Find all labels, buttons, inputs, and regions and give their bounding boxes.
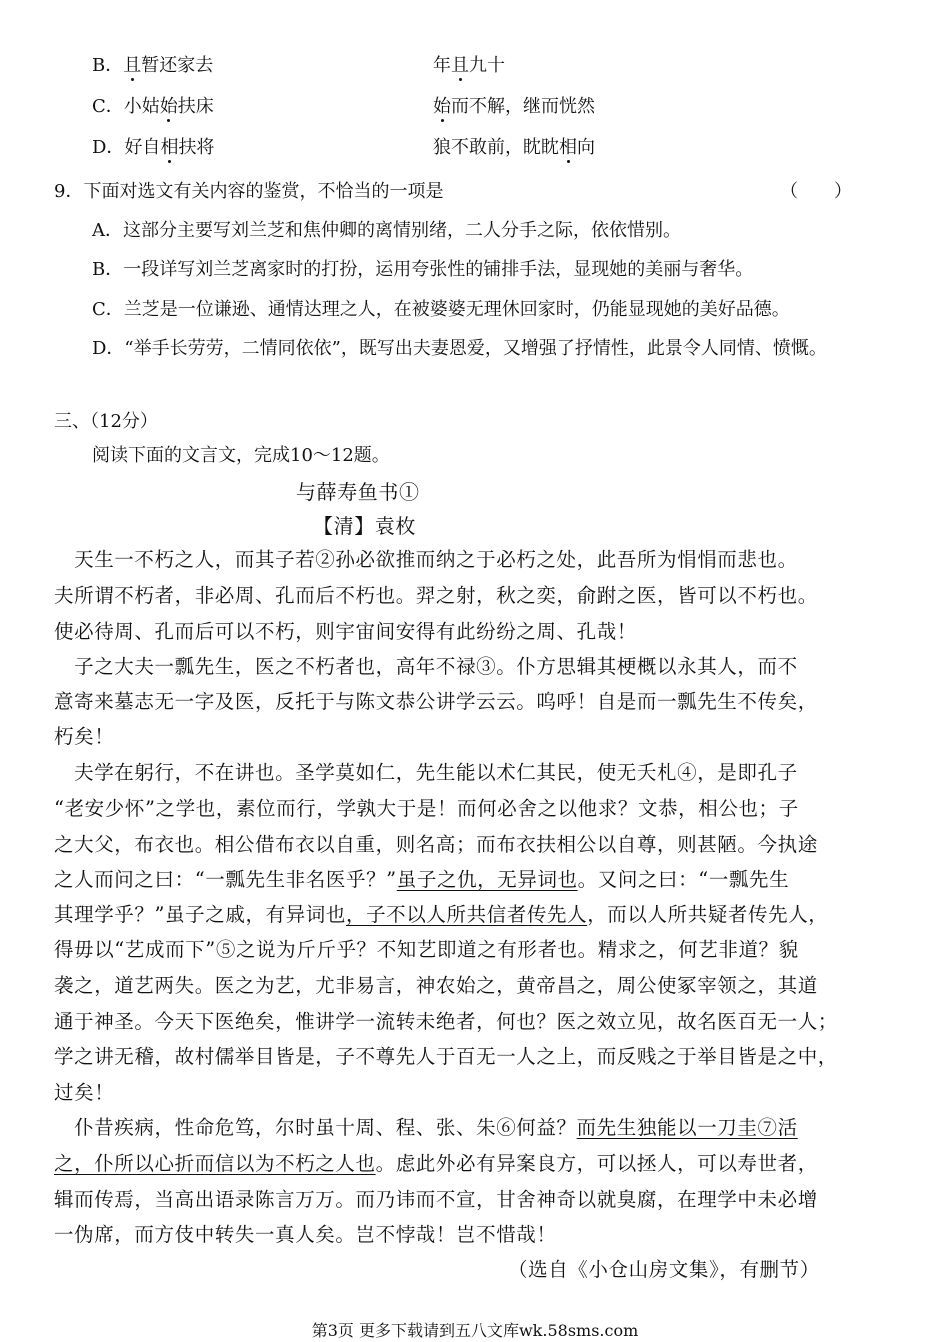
emphasis-dot-char: 且 bbox=[451, 55, 469, 76]
q9-option-d: D．“举手长劳劳，二情同依依”，既写出夫妻恩爱，又增强了抒情性，此景令人同情、愤慨。 bbox=[92, 338, 827, 359]
q9-stem: 9．下面对选文有关内容的鉴赏，不恰当的一项是 bbox=[54, 181, 444, 202]
passage-line: 使必待周、孔而后可以不朽，则宇宙间安得有此纷纷之周、孔哉！ bbox=[54, 620, 637, 643]
passage-line: 之，仆所以心折而信以为不朽之人也。虑此外必有异案良方，可以拯人，可以寿世者， bbox=[54, 1152, 818, 1175]
passage-line: 得毋以“艺成而下”⑤之说为斤斤乎？不知艺即道之有形者也。精求之，何艺非道？貌 bbox=[54, 938, 799, 961]
passage-title: 与薛寿鱼书① bbox=[296, 480, 420, 504]
passage-line: “老安少怀”之学也，素位而行，学孰大于是！而何必舍之以他求？文恭，相公也；子 bbox=[54, 797, 799, 820]
passage-line: 之大父，布衣也。相公借布衣以自重，则名高；而布衣扶相公以自尊，则甚陋。今执途 bbox=[54, 833, 818, 856]
passage-line: 夫学在躬行，不在讲也。圣学莫如仁，先生能以术仁其民，使无夭札④，是即孔子 bbox=[54, 761, 798, 784]
passage-line: 夫所谓不朽者，非必周、孔而后不朽也。羿之射，秋之奕，俞跗之医，皆可以不朽也。 bbox=[54, 584, 818, 607]
passage-line: 天生一不朽之人，而其子若②孙必欲推而纳之于必朽之处，此吾所为悁悁而悲也。 bbox=[54, 548, 798, 571]
section-heading: 三、（12分） bbox=[54, 411, 158, 432]
passage-line: 子之大夫一瓢先生，医之不朽者也，高年不禄③。仆方思辑其梗概以永其人，而不 bbox=[54, 655, 798, 678]
answer-bracket: （ ） bbox=[780, 181, 852, 202]
section-instruction: 阅读下面的文言文，完成10～12题。 bbox=[92, 445, 390, 466]
passage-line: 袭之，道艺两失。医之为艺，尤非易言，神农始之，黄帝昌之，周公使冢宰领之，其道 bbox=[54, 974, 818, 997]
passage-line: 辑而传焉，当高出语录陈言万万。而乃讳而不宣，甘舍神奇以就臭腐，在理学中未必增 bbox=[54, 1188, 818, 1211]
q8-option-d: D．好自相扶将 bbox=[92, 137, 215, 158]
passage-line: 其理学乎？”虽子之戚，有异词也，子不以人所共信者传先人，而以人所共疑者传先人， bbox=[54, 903, 829, 926]
q8-option-c-right: 始而不解，继而恍然 bbox=[433, 96, 595, 117]
emphasis-dot-char: 始 bbox=[433, 96, 451, 117]
q8-option-c: C．小姑始扶床 bbox=[92, 96, 214, 117]
passage-line: 过矣！ bbox=[54, 1081, 115, 1104]
underlined-sentence: 虽子之仇，无异词也 bbox=[396, 868, 578, 891]
passage-source: （选自《小仓山房文集》，有删节） bbox=[508, 1258, 820, 1281]
q9-option-b: B．一段详写刘兰芝离家时的打扮，运用夸张性的铺排手法，显现她的美丽与奢华。 bbox=[92, 259, 754, 280]
passage-line: 通于神圣。今天下医绝矣，惟讲学一流转未绝者，何也？医之效立见，故名医百无一人； bbox=[54, 1010, 838, 1033]
emphasis-dot-char: 相 bbox=[559, 137, 577, 158]
passage-line: 之人而问之曰：“一瓢先生非名医乎？”虽子之仇，无异词也。又问之曰：“一瓢先生 bbox=[54, 868, 790, 891]
underlined-sentence: ，子不以人所共信者传先人 bbox=[345, 903, 588, 926]
emphasis-dot-char: 始 bbox=[159, 96, 178, 117]
passage-line: 意寄来墓志无一字及医，反托于与陈文恭公讲学云云。呜呼！自是而一瓢先生不传矣， bbox=[54, 690, 818, 713]
q8-option-b: B．且暂还家去 bbox=[92, 55, 214, 76]
underlined-sentence: 而先生独能以一刀圭⑦活 bbox=[576, 1116, 798, 1139]
emphasis-dot-char: 且 bbox=[123, 55, 142, 76]
passage-line: 一伪席，而方伎中转失一真人矣。岂不悖哉！岂不惜哉！ bbox=[54, 1223, 557, 1246]
q8-option-b-right: 年且九十 bbox=[433, 55, 505, 76]
emphasis-dot-char: 相 bbox=[160, 137, 179, 158]
q9-option-c: C．兰芝是一位谦逊、通情达理之人，在被婆婆无理休回家时，仍能显现她的美好品德。 bbox=[92, 299, 790, 320]
page-footer: 第3页 更多下载请到五八文库wk.58sms.com bbox=[311, 1321, 639, 1340]
passage-line: 仆昔疾病，性命危笃，尔时虽十周、程、张、朱⑥何益？而先生独能以一刀圭⑦活 bbox=[54, 1116, 798, 1139]
q8-option-d-right: 狼不敢前，眈眈相向 bbox=[433, 137, 595, 158]
passage-line: 学之讲无稽，故村儒举目皆是，子不尊先人于百无一人之上，而反贱之于举目皆是之中， bbox=[54, 1045, 838, 1068]
q9-option-a: A．这部分主要写刘兰芝和焦仲卿的离情别绪，二人分手之际，依依惜别。 bbox=[92, 220, 681, 241]
passage-author: 【清】袁枚 bbox=[313, 514, 416, 538]
passage-line: 朽矣！ bbox=[54, 725, 115, 748]
underlined-sentence: 之，仆所以心折而信以为不朽之人也 bbox=[54, 1152, 376, 1175]
